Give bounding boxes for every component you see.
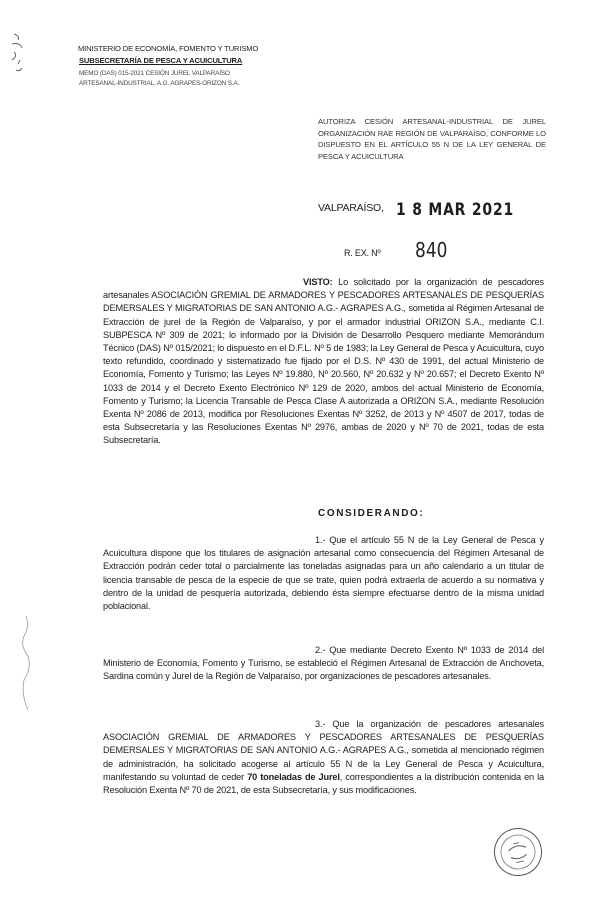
seal-inner-icon xyxy=(491,825,546,880)
official-seal-stamp-icon xyxy=(490,824,547,881)
considerando-item-2: 2.- Que mediante Decreto Exento Nº 1033 de 2014 del Ministerio de Economía, Fomento y Turismo, se estableció el Régimen Artesanal de Extracción de Anchoveta, Sardina común y Jurel de la Región de Valparaíso, por organizaciones de pescadores artesanales. xyxy=(103,645,544,682)
visto-text: Lo solicitado por la organización de pescadores artesanales ASOCIACIÓN GREMIAL DE ARMADORES Y PESCADORES ARTESANALES DE PESQUERÍAS DEMERSALES Y MIGRATORIAS DE SAN ANTONIO A.G.- AGRAPES A.G., sometida al Régimen Artesanal de Extracción de jurel de la Región de Valparaíso, y por el armador industrial ORIZON S.A., mediante C.I. SUBPESCA Nº 309 de 2021; lo informado por la División de Desarrollo Pesquero mediante Memorándum Técnico (DAS) Nº 015/2021; lo dispuesto en el D.F.L. Nº 5 de 1983; la Ley General de Pesca y Acuicultura, cuyo texto refundido, coordinado y sistematizado fue fijado por el D.S. Nº 430 de 1991, del actual Ministerio de Economía, Fomento y Turismo; las Leyes Nº 19.880, Nº 20.560, Nº 20.632 y Nº 20.657; el Decreto Exento Nº 1033 de 2014 y el Decreto Exento Electrónico Nº 129 de 2020, ambos del actual Ministerio de Economía, Fomento y Turismo; la Licencia Transable de Pesca Clase A autorizada a ORIZON S.A., mediante Resolución Exenta Nº 2086 de 2013, modifica por Resoluciones Exentas Nº 3252, de 2013 y Nº 4507 de 2017, todas de esta Subsecretaría y las Resoluciones Exentas Nº 2976, ambas de 2020 y Nº 70 de 2021, todas de esta Subsecretaría. xyxy=(103,277,544,446)
item-3-text-after: , correspondientes a la distribución contenida en la Resolución Exenta Nº 70 de 2021, de esta Subsecretaría, y sus modificaciones. xyxy=(103,771,544,796)
reference-line-1: MEMO (DAS) 015-2021 CESIÓN JUREL VALPARAÍSO xyxy=(79,70,230,77)
item-3-tonnage: 70 toneladas de Jurel xyxy=(247,771,340,782)
reference-line-2: ARTESANAL-INDUSTRIAL, A.G. AGRAPES-ORIZON S.A. xyxy=(79,80,240,87)
visto-paragraph xyxy=(103,276,544,448)
item-3-text-before: 3.- Que la organización de pescadores artesanales ASOCIACIÓN GREMIAL DE ARMADORES Y PESCADORES ARTESANALES DE PESQUERÍAS DEMERSALES Y MIGRATORIAS DE SAN ANTONIO A.G.- AGRAPES A.G., sometida al mencionado régimen de administración, ha solicitado acogerse al artículo 55 N de la Ley General de Pesca y Acuicultura, manifestando su voluntad de ceder xyxy=(103,719,544,782)
visto-label: VISTO: xyxy=(303,277,333,287)
considerando-heading: CONSIDERANDO: xyxy=(318,508,425,519)
considerando-item-3 xyxy=(103,718,544,797)
resolution-title: AUTORIZA CESIÓN ARTESANAL-INDUSTRIAL DE JUREL ORGANIZACIÓN RAE REGIÓN DE VALPARAÍSO, CONFORME LO DISPUESTO EN EL ARTÍCULO 55 N DE LA LEY GENERAL DE PESCA Y ACUICULTURA xyxy=(318,117,546,161)
subsecretaria-name: SUBSECRETARÍA DE PESCA Y ACUICULTURA xyxy=(79,56,243,65)
margin-scribble-icon xyxy=(8,30,34,78)
place-label: VALPARAÍSO, xyxy=(318,202,384,214)
considerando-item-1: 1.- Que el artículo 55 N de la Ley General de Pesca y Acuicultura dispone que los titulares de asignación artesanal como consecuencia del Régimen Artesanal de Extracción podrán ceder total o parcialmente las toneladas asignadas para un año calendario a un titular de licencia transable de pesca de la especie de que se trate, quien podrá extraerla de acuerdo a su normativa y dentro de la unidad de pesquería autorizada, debiendo ésta siempre efectuarse dentro de la misma unidad poblacional. xyxy=(103,535,544,612)
signature-scribble-icon xyxy=(16,612,36,732)
resolution-date: 1 8 MAR 2021 xyxy=(396,200,515,220)
resolution-number-label: R. EX. Nº xyxy=(344,248,381,258)
resolution-number: 840 xyxy=(415,238,448,262)
ministry-name: MINISTERIO DE ECONOMÍA, FOMENTO Y TURISMO xyxy=(78,44,259,53)
